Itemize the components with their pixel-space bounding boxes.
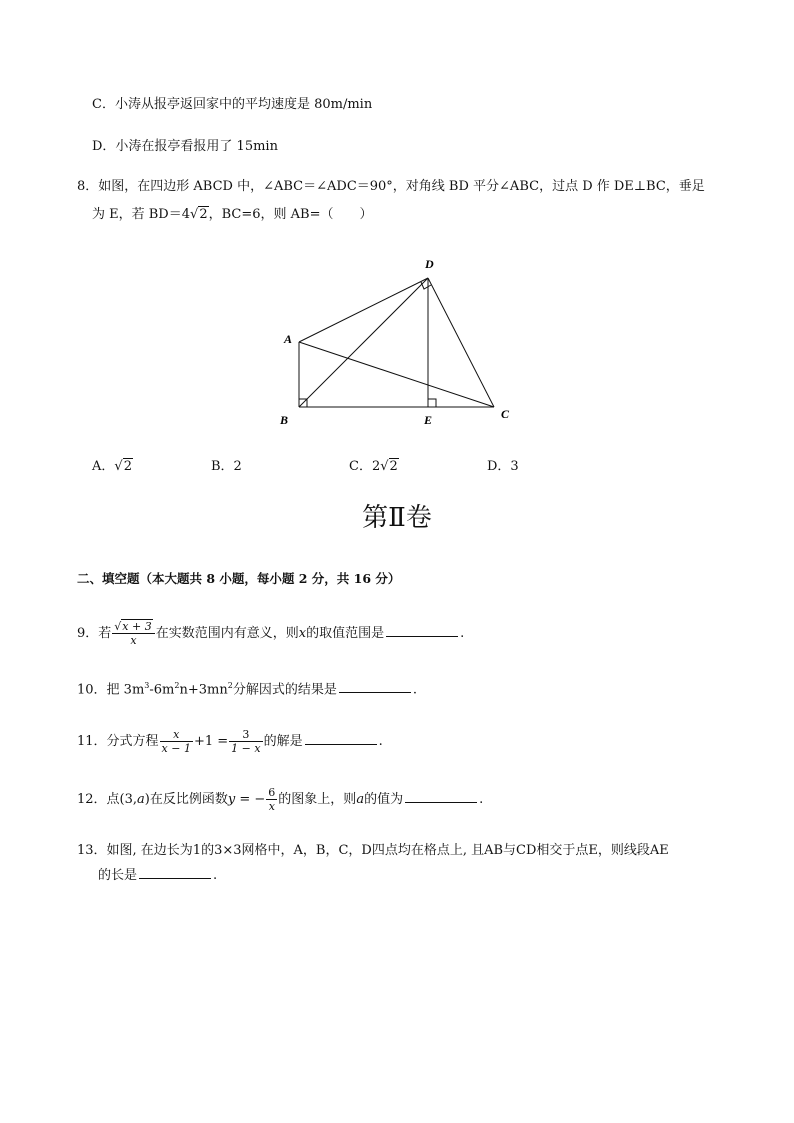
- segment-bd: [299, 278, 428, 407]
- q11-fraction-1: [160, 728, 193, 755]
- q12: [77, 786, 483, 814]
- q12-p2: )在反比例函数: [144, 792, 228, 807]
- q12-a: a: [137, 792, 145, 807]
- q10-sup2: 2: [174, 681, 180, 690]
- q10-prefix: 10．把 3m: [77, 682, 145, 698]
- q9-end: .: [460, 626, 465, 641]
- q8-choice-a-sqrt: √2: [114, 459, 132, 474]
- q10-answer-blank[interactable]: [339, 680, 411, 693]
- q11-f1-denominator: x − 1: [161, 742, 191, 755]
- q10-p3: n+3mn: [179, 682, 228, 698]
- q11-mid: +1 =: [193, 734, 229, 749]
- q11-tail: 的解是: [263, 734, 303, 749]
- q8-choice-c-sqrt: √2: [380, 459, 398, 474]
- q9-fraction-denominator: x: [130, 634, 137, 647]
- q9-prefix: 9．若: [77, 626, 112, 641]
- q10-tail: 分解因式的结果是: [232, 682, 337, 698]
- q12-eq: = −: [235, 792, 266, 807]
- q8-choice-c-radicand: 2: [389, 459, 398, 474]
- q13-line2: [98, 866, 217, 886]
- q8-choice-d: D．3: [487, 459, 519, 474]
- segment-ad: [299, 278, 428, 342]
- q13-end: .: [213, 868, 218, 883]
- q10-p2: -6m: [149, 682, 175, 698]
- q10-end: .: [412, 682, 417, 698]
- q8-choice-a-prefix: A．: [92, 459, 115, 474]
- right-angle-e: [428, 399, 436, 407]
- q8-choice-a-radicand: 2: [123, 459, 132, 474]
- q12-y: y: [227, 792, 236, 807]
- section-title: 第Ⅱ卷: [362, 503, 432, 533]
- q8-choice-a: [92, 457, 133, 477]
- q12-fraction: [266, 786, 277, 813]
- q9: [77, 620, 464, 648]
- q10-sup1: 3: [144, 681, 150, 690]
- q12-end: .: [479, 792, 484, 807]
- q13-line1: 13．如图, 在边长为1的3×3网格中，A，B，C，D四点均在格点上, 且AB与CD相交于点E，则线段AE: [77, 843, 669, 858]
- q8-choice-c: [349, 457, 399, 477]
- q13-line2-text: 的长是: [98, 868, 138, 883]
- q12-answer-blank[interactable]: [405, 790, 477, 803]
- q13-answer-blank[interactable]: [139, 866, 211, 879]
- q11-f2-numerator: 3: [229, 728, 262, 742]
- segment-ac: [299, 342, 494, 407]
- q9-radicand: x + 3: [122, 620, 152, 633]
- q9-var: x: [298, 626, 307, 641]
- q8-sqrt: √2: [190, 207, 208, 222]
- option-d-prev: D．小涛在报亭看报用了 15min: [92, 139, 278, 154]
- option-c-prev: C．小涛从报亭返回家中的平均速度是 80m/min: [92, 97, 373, 112]
- q11-answer-blank[interactable]: [305, 732, 377, 745]
- label-c: C: [501, 407, 510, 421]
- segment-dc: [428, 278, 494, 407]
- label-d: D: [425, 257, 434, 271]
- q9-fraction-numerator: √x + 3: [112, 620, 154, 634]
- q8-line2-b: ，BC=6，则 AB=（ ）: [208, 207, 373, 222]
- q8-choice-b: B．2: [211, 459, 242, 474]
- q9-answer-blank[interactable]: [386, 624, 458, 637]
- q10-sup3: 2: [227, 681, 233, 690]
- q8-sqrt-radicand: 2: [199, 207, 208, 222]
- q11-end: .: [378, 734, 383, 749]
- q12-tail: 的值为: [364, 792, 404, 807]
- q8-choice-c-prefix: C．2: [349, 459, 381, 474]
- q11-f1-numerator: x: [160, 728, 193, 742]
- q12-f-denominator: x: [268, 800, 275, 813]
- q11-prefix: 11．分式方程: [77, 734, 159, 749]
- q9-mid: 在实数范围内有意义，则: [155, 626, 299, 641]
- q9-tail: 的取值范围是: [306, 626, 385, 641]
- q10: [77, 676, 417, 700]
- q12-f-numerator: 6: [268, 786, 276, 799]
- q8-line1: 8．如图，在四边形 ABCD 中，∠ABC＝∠ADC＝90°，对角线 BD 平分∠ABC，过点 D 作 DE⊥BC，垂足: [77, 179, 705, 194]
- q8-line2-a: 为 E，若 BD＝4: [92, 207, 191, 222]
- q11: [77, 728, 383, 756]
- q12-a2: a: [356, 792, 365, 807]
- q11-fraction-2: [229, 728, 262, 755]
- section2-heading: 二、填空题（本大题共 8 小题，每小题 2 分，共 16 分）: [77, 571, 401, 586]
- q9-fraction: [112, 620, 154, 647]
- q12-mid: 的图象上，则: [278, 792, 357, 807]
- q12-prefix: 12．点(3,: [77, 792, 138, 807]
- label-a: A: [284, 332, 293, 346]
- label-e: E: [424, 413, 433, 427]
- label-b: B: [280, 413, 289, 427]
- q11-f2-denominator: 1 − x: [231, 742, 261, 755]
